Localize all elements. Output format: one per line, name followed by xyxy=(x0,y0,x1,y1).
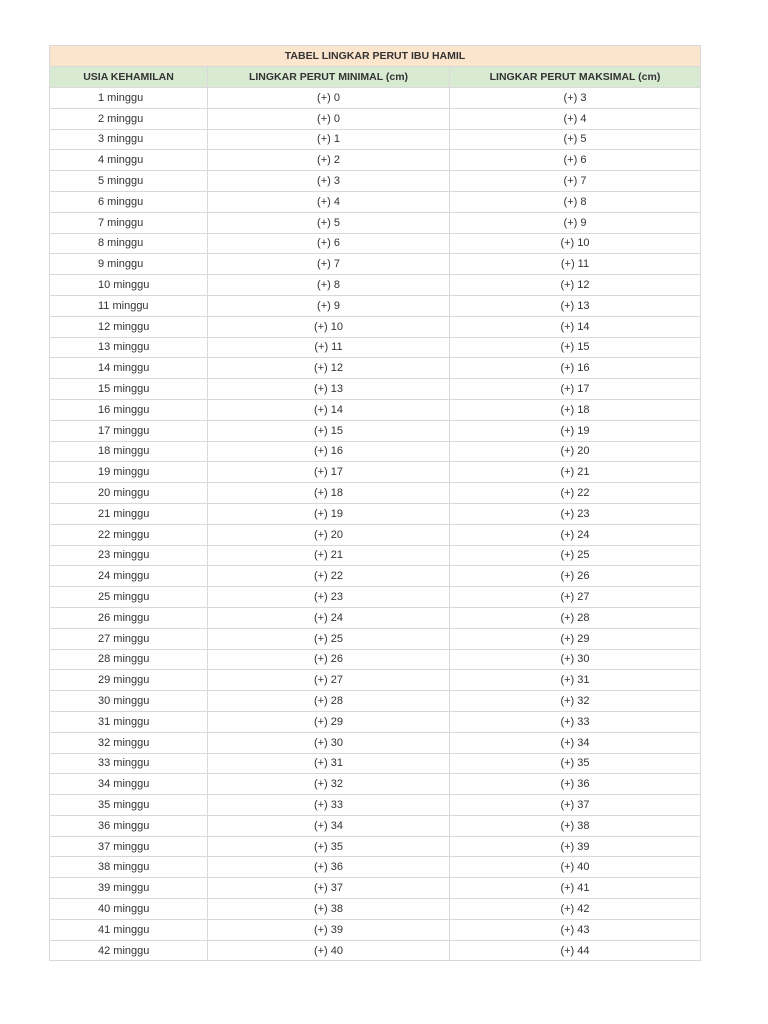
table-row xyxy=(50,940,701,961)
cell-min-circumference: (+) 37 xyxy=(208,878,450,899)
table-row xyxy=(50,399,701,420)
cell-min-circumference: (+) 30 xyxy=(208,732,450,753)
cell-min-circumference: (+) 26 xyxy=(208,649,450,670)
cell-max-circumference: (+) 9 xyxy=(450,212,701,233)
cell-gestational-age: 39 minggu xyxy=(50,878,208,899)
cell-max-circumference: (+) 33 xyxy=(450,711,701,732)
cell-gestational-age: 16 minggu xyxy=(50,399,208,420)
cell-max-circumference: (+) 10 xyxy=(450,233,701,254)
cell-max-circumference: (+) 3 xyxy=(450,88,701,109)
cell-gestational-age: 32 minggu xyxy=(50,732,208,753)
cell-max-circumference: (+) 16 xyxy=(450,358,701,379)
table-row xyxy=(50,503,701,524)
cell-min-circumference: (+) 11 xyxy=(208,337,450,358)
table-row xyxy=(50,878,701,899)
cell-min-circumference: (+) 7 xyxy=(208,254,450,275)
cell-max-circumference: (+) 29 xyxy=(450,628,701,649)
cell-min-circumference: (+) 35 xyxy=(208,836,450,857)
cell-min-circumference: (+) 34 xyxy=(208,815,450,836)
cell-min-circumference: (+) 14 xyxy=(208,399,450,420)
cell-gestational-age: 12 minggu xyxy=(50,316,208,337)
cell-gestational-age: 28 minggu xyxy=(50,649,208,670)
table-row xyxy=(50,462,701,483)
cell-max-circumference: (+) 14 xyxy=(450,316,701,337)
cell-gestational-age: 34 minggu xyxy=(50,774,208,795)
cell-gestational-age: 4 minggu xyxy=(50,150,208,171)
cell-gestational-age: 20 minggu xyxy=(50,483,208,504)
table-row xyxy=(50,670,701,691)
table-row xyxy=(50,337,701,358)
cell-gestational-age: 14 minggu xyxy=(50,358,208,379)
cell-gestational-age: 21 minggu xyxy=(50,503,208,524)
cell-min-circumference: (+) 12 xyxy=(208,358,450,379)
column-header-min-circumference: LINGKAR PERUT MINIMAL (cm) xyxy=(208,67,450,88)
spreadsheet-sheet xyxy=(49,45,700,961)
table-row xyxy=(50,732,701,753)
cell-gestational-age: 9 minggu xyxy=(50,254,208,275)
table-row xyxy=(50,150,701,171)
table-row xyxy=(50,88,701,109)
cell-gestational-age: 40 minggu xyxy=(50,899,208,920)
cell-max-circumference: (+) 41 xyxy=(450,878,701,899)
table-row xyxy=(50,607,701,628)
cell-min-circumference: (+) 31 xyxy=(208,753,450,774)
cell-max-circumference: (+) 39 xyxy=(450,836,701,857)
table-row xyxy=(50,233,701,254)
cell-max-circumference: (+) 21 xyxy=(450,462,701,483)
cell-min-circumference: (+) 25 xyxy=(208,628,450,649)
cell-max-circumference: (+) 15 xyxy=(450,337,701,358)
cell-min-circumference: (+) 40 xyxy=(208,940,450,961)
cell-min-circumference: (+) 2 xyxy=(208,150,450,171)
cell-min-circumference: (+) 24 xyxy=(208,607,450,628)
cell-gestational-age: 36 minggu xyxy=(50,815,208,836)
cell-gestational-age: 2 minggu xyxy=(50,108,208,129)
table-row xyxy=(50,379,701,400)
cell-max-circumference: (+) 42 xyxy=(450,899,701,920)
cell-min-circumference: (+) 5 xyxy=(208,212,450,233)
cell-max-circumference: (+) 27 xyxy=(450,587,701,608)
cell-gestational-age: 5 minggu xyxy=(50,171,208,192)
cell-gestational-age: 1 minggu xyxy=(50,88,208,109)
cell-gestational-age: 10 minggu xyxy=(50,275,208,296)
cell-min-circumference: (+) 29 xyxy=(208,711,450,732)
table-title-row xyxy=(50,46,701,67)
cell-min-circumference: (+) 27 xyxy=(208,670,450,691)
table-row xyxy=(50,836,701,857)
table-row xyxy=(50,857,701,878)
cell-max-circumference: (+) 36 xyxy=(450,774,701,795)
cell-max-circumference: (+) 6 xyxy=(450,150,701,171)
table-header-row xyxy=(50,67,701,88)
cell-max-circumference: (+) 25 xyxy=(450,545,701,566)
table-row xyxy=(50,441,701,462)
cell-gestational-age: 24 minggu xyxy=(50,566,208,587)
cell-min-circumference: (+) 13 xyxy=(208,379,450,400)
table-row xyxy=(50,191,701,212)
table-row xyxy=(50,212,701,233)
cell-min-circumference: (+) 22 xyxy=(208,566,450,587)
cell-max-circumference: (+) 17 xyxy=(450,379,701,400)
belly-circumference-table xyxy=(49,45,701,961)
table-row xyxy=(50,649,701,670)
table-row xyxy=(50,899,701,920)
cell-max-circumference: (+) 44 xyxy=(450,940,701,961)
cell-gestational-age: 15 minggu xyxy=(50,379,208,400)
cell-max-circumference: (+) 19 xyxy=(450,420,701,441)
table-title: TABEL LINGKAR PERUT IBU HAMIL xyxy=(50,46,701,67)
table-row xyxy=(50,275,701,296)
cell-gestational-age: 25 minggu xyxy=(50,587,208,608)
cell-max-circumference: (+) 37 xyxy=(450,795,701,816)
table-row xyxy=(50,295,701,316)
cell-max-circumference: (+) 8 xyxy=(450,191,701,212)
cell-min-circumference: (+) 32 xyxy=(208,774,450,795)
table-row xyxy=(50,358,701,379)
table-row xyxy=(50,753,701,774)
cell-min-circumference: (+) 38 xyxy=(208,899,450,920)
cell-min-circumference: (+) 18 xyxy=(208,483,450,504)
table-body xyxy=(50,88,701,961)
cell-min-circumference: (+) 39 xyxy=(208,919,450,940)
cell-min-circumference: (+) 21 xyxy=(208,545,450,566)
table-row xyxy=(50,774,701,795)
cell-max-circumference: (+) 12 xyxy=(450,275,701,296)
cell-min-circumference: (+) 20 xyxy=(208,524,450,545)
cell-max-circumference: (+) 5 xyxy=(450,129,701,150)
cell-gestational-age: 42 minggu xyxy=(50,940,208,961)
cell-min-circumference: (+) 16 xyxy=(208,441,450,462)
cell-gestational-age: 22 minggu xyxy=(50,524,208,545)
cell-max-circumference: (+) 22 xyxy=(450,483,701,504)
table-row xyxy=(50,795,701,816)
cell-max-circumference: (+) 11 xyxy=(450,254,701,275)
cell-min-circumference: (+) 15 xyxy=(208,420,450,441)
cell-max-circumference: (+) 28 xyxy=(450,607,701,628)
cell-max-circumference: (+) 4 xyxy=(450,108,701,129)
cell-max-circumference: (+) 38 xyxy=(450,815,701,836)
cell-min-circumference: (+) 19 xyxy=(208,503,450,524)
table-row xyxy=(50,171,701,192)
cell-gestational-age: 30 minggu xyxy=(50,691,208,712)
cell-gestational-age: 37 minggu xyxy=(50,836,208,857)
cell-gestational-age: 35 minggu xyxy=(50,795,208,816)
cell-min-circumference: (+) 9 xyxy=(208,295,450,316)
cell-min-circumference: (+) 0 xyxy=(208,88,450,109)
cell-min-circumference: (+) 4 xyxy=(208,191,450,212)
cell-min-circumference: (+) 8 xyxy=(208,275,450,296)
cell-gestational-age: 18 minggu xyxy=(50,441,208,462)
cell-gestational-age: 17 minggu xyxy=(50,420,208,441)
cell-max-circumference: (+) 26 xyxy=(450,566,701,587)
cell-gestational-age: 7 minggu xyxy=(50,212,208,233)
cell-min-circumference: (+) 6 xyxy=(208,233,450,254)
table-row xyxy=(50,483,701,504)
table-row xyxy=(50,711,701,732)
cell-gestational-age: 33 minggu xyxy=(50,753,208,774)
cell-max-circumference: (+) 18 xyxy=(450,399,701,420)
cell-gestational-age: 27 minggu xyxy=(50,628,208,649)
table-row xyxy=(50,129,701,150)
cell-max-circumference: (+) 40 xyxy=(450,857,701,878)
cell-gestational-age: 23 minggu xyxy=(50,545,208,566)
cell-gestational-age: 31 minggu xyxy=(50,711,208,732)
cell-gestational-age: 38 minggu xyxy=(50,857,208,878)
cell-gestational-age: 19 minggu xyxy=(50,462,208,483)
table-row xyxy=(50,815,701,836)
cell-max-circumference: (+) 13 xyxy=(450,295,701,316)
cell-max-circumference: (+) 24 xyxy=(450,524,701,545)
column-header-max-circumference: LINGKAR PERUT MAKSIMAL (cm) xyxy=(450,67,701,88)
cell-min-circumference: (+) 23 xyxy=(208,587,450,608)
cell-gestational-age: 11 minggu xyxy=(50,295,208,316)
table-row xyxy=(50,628,701,649)
cell-min-circumference: (+) 33 xyxy=(208,795,450,816)
cell-gestational-age: 8 minggu xyxy=(50,233,208,254)
cell-max-circumference: (+) 23 xyxy=(450,503,701,524)
cell-max-circumference: (+) 32 xyxy=(450,691,701,712)
cell-gestational-age: 6 minggu xyxy=(50,191,208,212)
table-row xyxy=(50,316,701,337)
cell-min-circumference: (+) 10 xyxy=(208,316,450,337)
table-row xyxy=(50,587,701,608)
cell-max-circumference: (+) 43 xyxy=(450,919,701,940)
cell-max-circumference: (+) 7 xyxy=(450,171,701,192)
cell-max-circumference: (+) 20 xyxy=(450,441,701,462)
table-row xyxy=(50,524,701,545)
table-row xyxy=(50,691,701,712)
column-header-gestational-age: USIA KEHAMILAN xyxy=(50,67,208,88)
cell-min-circumference: (+) 17 xyxy=(208,462,450,483)
table-row xyxy=(50,254,701,275)
table-row xyxy=(50,545,701,566)
table-row xyxy=(50,420,701,441)
cell-gestational-age: 26 minggu xyxy=(50,607,208,628)
cell-gestational-age: 29 minggu xyxy=(50,670,208,691)
cell-gestational-age: 41 minggu xyxy=(50,919,208,940)
cell-max-circumference: (+) 35 xyxy=(450,753,701,774)
cell-min-circumference: (+) 0 xyxy=(208,108,450,129)
cell-min-circumference: (+) 36 xyxy=(208,857,450,878)
cell-gestational-age: 13 minggu xyxy=(50,337,208,358)
table-row xyxy=(50,566,701,587)
table-row xyxy=(50,919,701,940)
cell-max-circumference: (+) 31 xyxy=(450,670,701,691)
cell-min-circumference: (+) 3 xyxy=(208,171,450,192)
table-row xyxy=(50,108,701,129)
cell-max-circumference: (+) 30 xyxy=(450,649,701,670)
cell-max-circumference: (+) 34 xyxy=(450,732,701,753)
cell-gestational-age: 3 minggu xyxy=(50,129,208,150)
cell-min-circumference: (+) 28 xyxy=(208,691,450,712)
cell-min-circumference: (+) 1 xyxy=(208,129,450,150)
